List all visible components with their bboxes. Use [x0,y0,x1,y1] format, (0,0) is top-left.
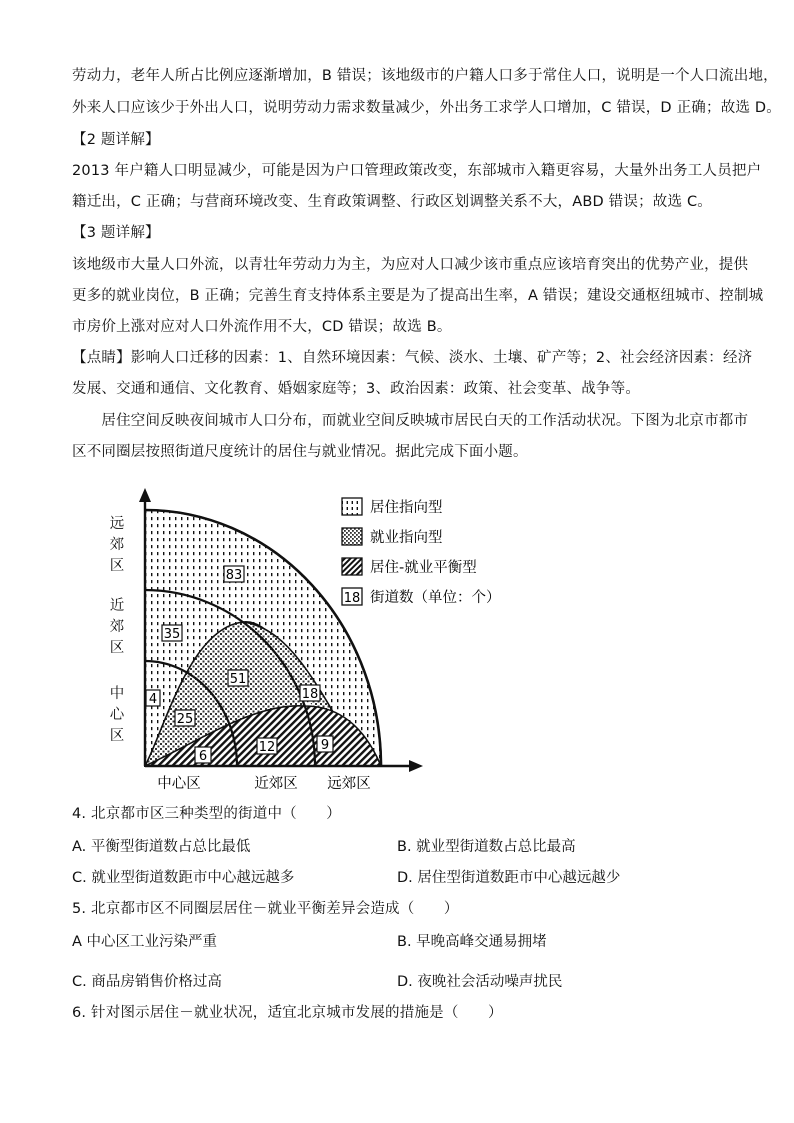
svg-text:就业指向型: 就业指向型 [370,530,443,546]
option-d[interactable]: D. 夜晚社会活动噪声扰民 [397,974,563,990]
option-a[interactable]: A. 平衡型街道数占总比最低 [72,839,251,855]
x-label-center: 中心区 [157,776,201,792]
svg-text:51: 51 [229,672,247,687]
option-d[interactable]: D. 居住型街道数距市中心越远越少 [397,870,621,886]
count-box-83 [224,566,244,583]
legend-item-employment [342,528,443,546]
option-b[interactable]: B. 早晚高峰交通易拥堵 [397,934,547,950]
question-stem: 4. 北京都市区三种类型的街道中（ ） [72,806,341,822]
count-box-25 [175,710,195,727]
option-b[interactable]: B. 就业型街道数占总比最高 [397,839,576,855]
section-heading: 【3 题详解】 [72,225,160,241]
intro-line: 区不同圈层按照街道尺度统计的居住与就业情况。据此完成下面小题。 [72,444,528,460]
y-label-near: 近郊区 [109,598,125,656]
text-line: 籍迁出，C 正确；与营商环境改变、生育政策调整、行政区划调整关系不大，ABD 错误；故选 C。 [72,194,713,210]
section-heading: 【2 题详解】 [72,132,160,148]
svg-text:18: 18 [301,687,319,702]
count-box-12 [257,738,277,755]
legend-item-count [342,588,501,606]
option-c[interactable]: C. 商品房销售价格过高 [72,974,222,990]
svg-text:25: 25 [176,712,194,727]
count-box-35 [162,625,182,642]
count-box-18 [300,685,320,702]
svg-text:居住-就业平衡型: 居住-就业平衡型 [370,560,477,576]
tip-line: 【点睛】影响人口迁移的因素：1、自然环境因素：气候、淡水、土壤、矿产等；2、社会经济因素：经济 [72,350,753,366]
svg-text:35: 35 [163,627,181,642]
question-stem: 5. 北京都市区不同圈层居住－就业平衡差异会造成（ ） [72,901,459,917]
text-line: 2013 年户籍人口明显减少，可能是因为户口管理政策改变，东部城市入籍更容易，大量外出务工人员把户 [72,163,762,179]
x-label-near: 近郊区 [254,776,298,792]
text-line: 市房价上涨对应对人口外流作用不大，CD 错误；故选 B。 [72,319,452,335]
question-stem: 6. 针对图示居住－就业状况，适宜北京城市发展的措施是（ ） [72,1005,503,1021]
svg-text:83: 83 [225,568,243,583]
y-label-far: 远郊区 [109,516,125,574]
legend-item-balanced [342,558,477,576]
svg-text:街道数（单位：个）: 街道数（单位：个） [370,590,501,606]
count-box-51 [228,670,248,687]
svg-text:18: 18 [343,591,361,606]
x-label-far: 远郊区 [327,776,371,792]
count-box-6 [195,747,211,764]
svg-text:4: 4 [148,692,158,707]
tip-line: 发展、交通和通信、文化教育、婚姻家庭等；3、政治因素：政策、社会变革、战争等。 [72,381,641,397]
count-box-4 [146,690,160,707]
legend-item-residential [342,498,443,516]
text-line: 劳动力，老年人所占比例应逐渐增加，B 错误；该地级市的户籍人口多于常住人口，说明是一个人口流出地， [72,68,778,84]
svg-text:6: 6 [198,749,208,764]
option-a[interactable]: A 中心区工业污染严重 [72,934,218,950]
text-line: 外来人口应该少于外出人口，说明劳动力需求数量减少，外出务工求学人口增加，C 错误，D 正确；故选 D。 [72,100,781,116]
text-line: 更多的就业岗位，B 正确；完善生育支持体系主要是为了提高出生率，A 错误；建设交通枢纽城市、控制城 [72,288,764,304]
option-c[interactable]: C. 就业型街道数距市中心越远越多 [72,870,295,886]
y-label-center: 中心区 [109,686,125,744]
svg-text:居住指向型: 居住指向型 [370,500,443,516]
count-box-9 [317,736,333,753]
svg-text:9: 9 [320,738,330,753]
svg-text:12: 12 [258,740,276,755]
intro-line: 居住空间反映夜间城市人口分布，而就业空间反映城市居民白天的工作活动状况。下图为北京市都市 [72,413,749,429]
text-line: 该地级市大量人口外流，以青壮年劳动力为主，为应对人口减少该市重点应该培育突出的优势产业，提供 [72,257,749,273]
legend [340,494,530,616]
